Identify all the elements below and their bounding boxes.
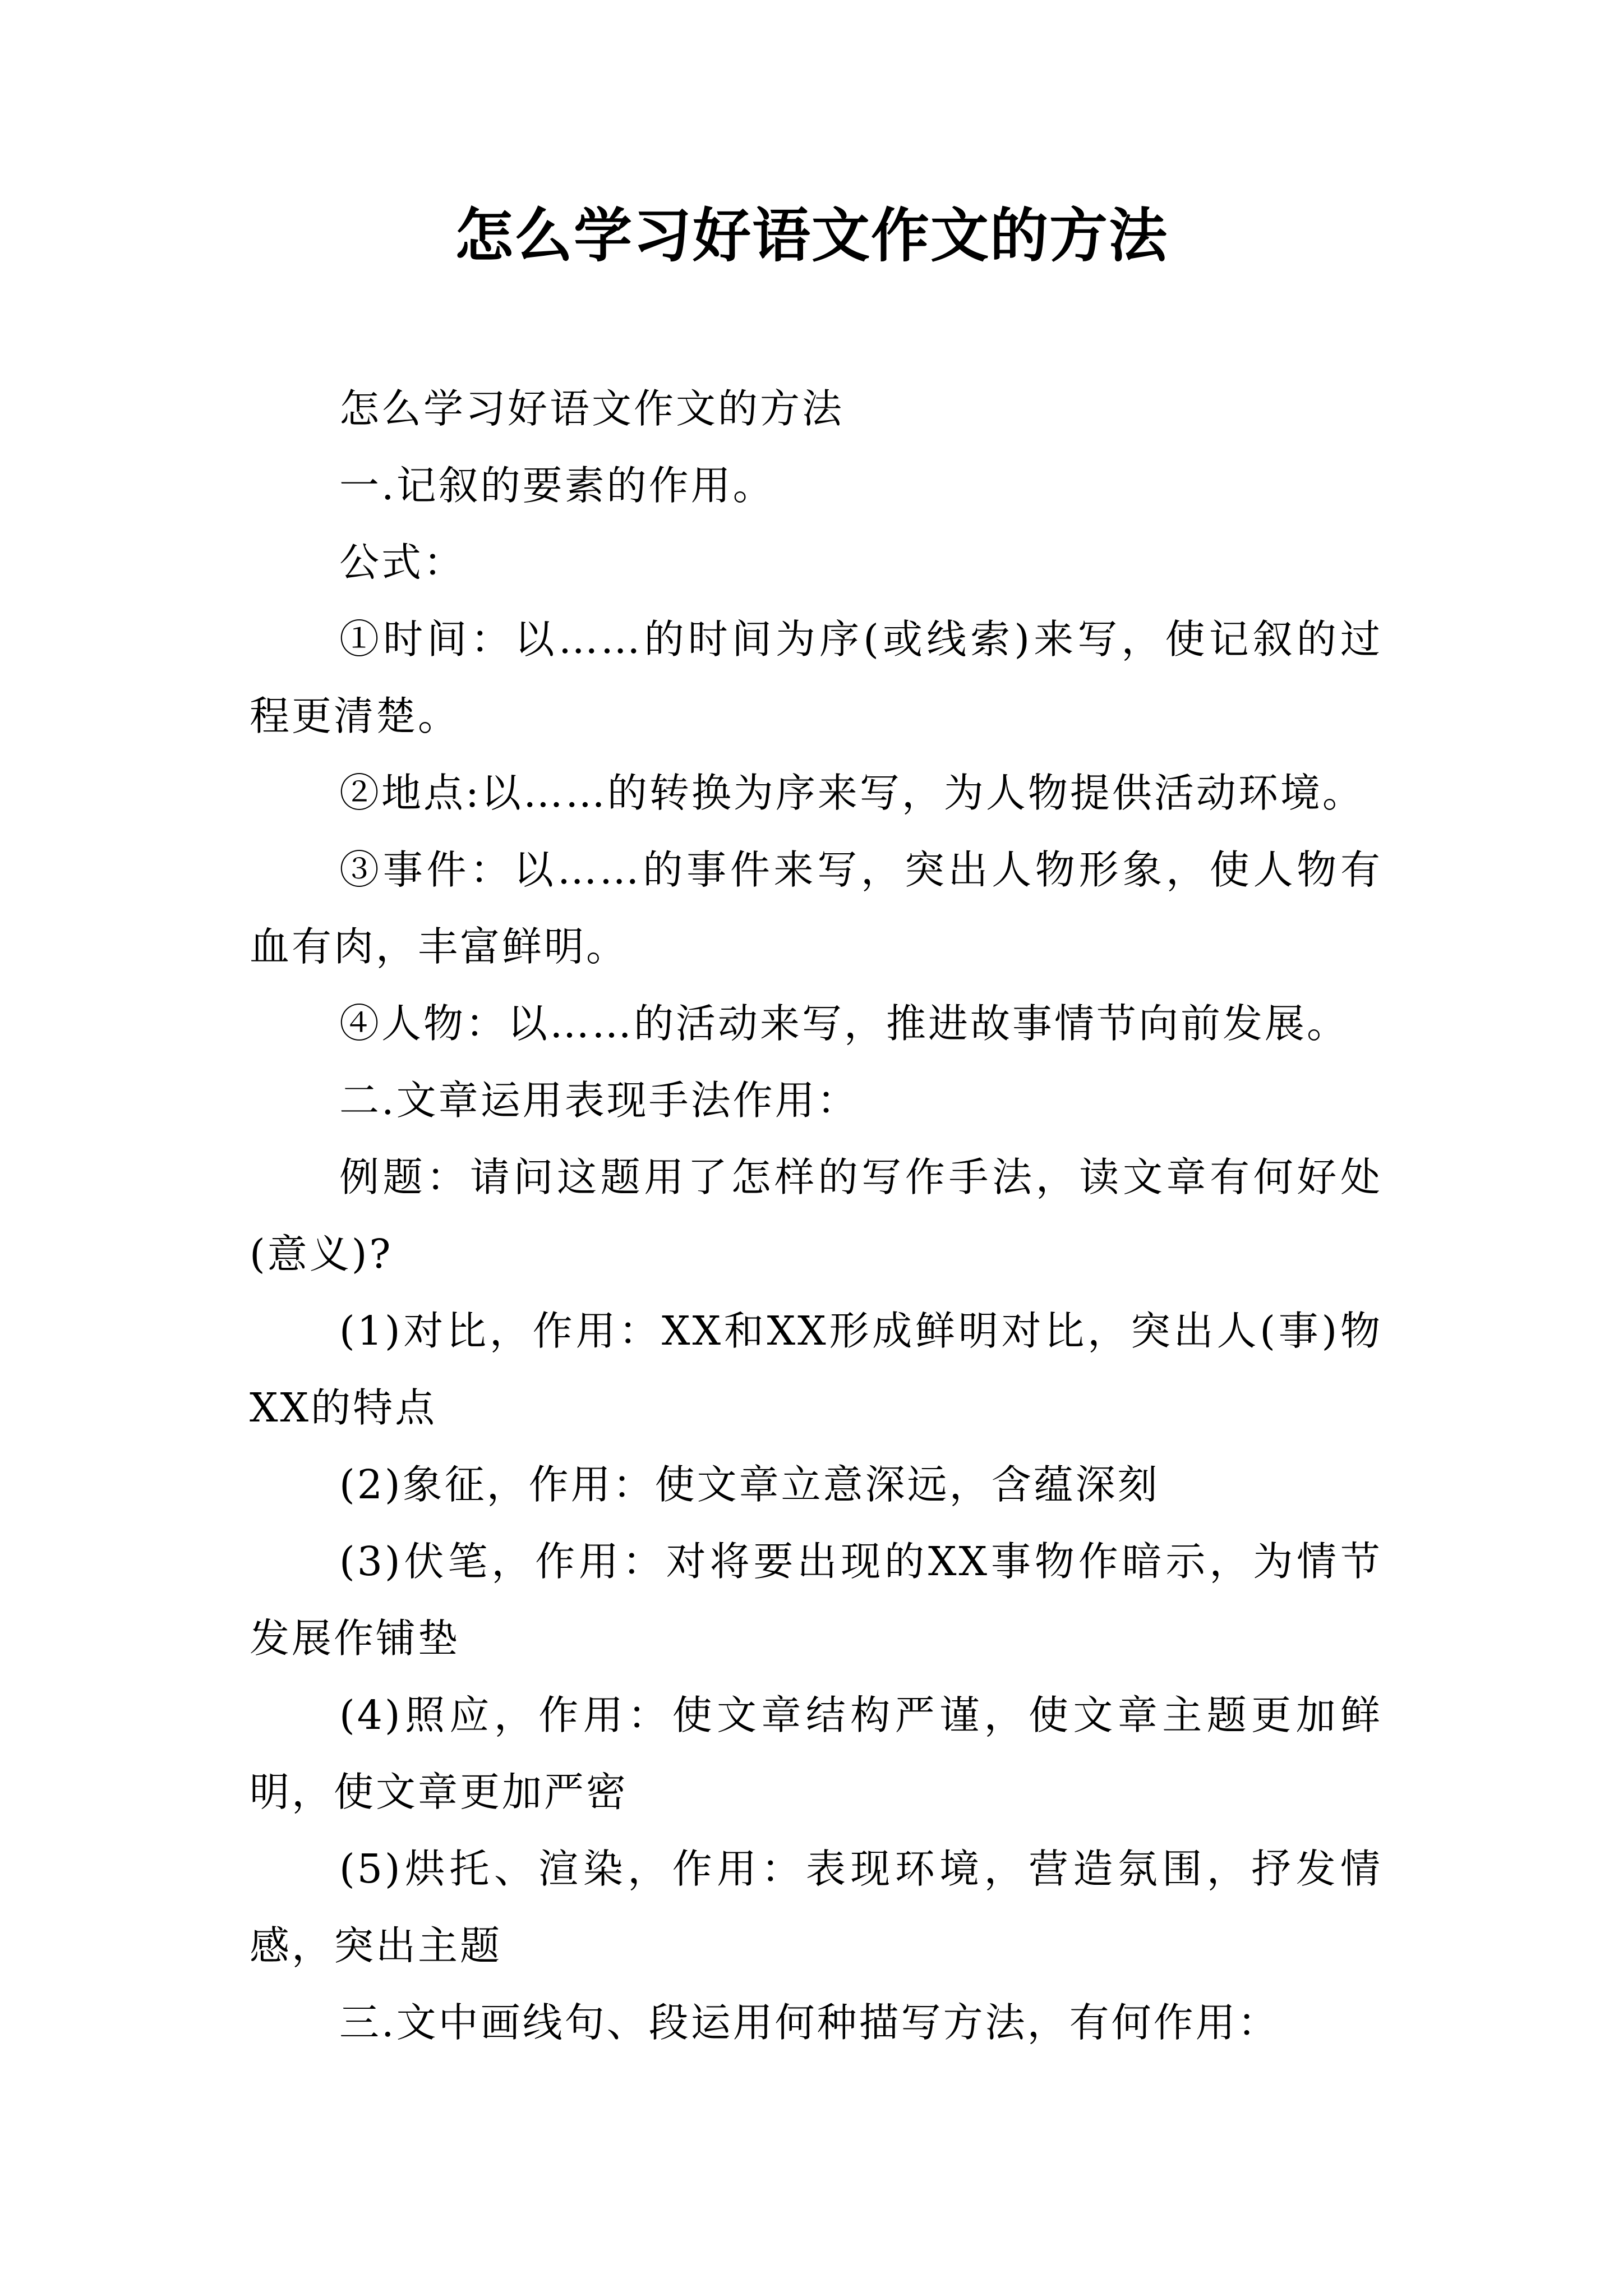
document-title: 怎么学习好语文作文的方法 [454, 201, 1168, 270]
paragraph-contrast: (1)对比，作用：XX和XX形成鲜明对比，突出人(事)物XX的特点 [250, 1308, 1382, 1431]
paragraph-place: ②地点:以……的转换为序来写，为人物提供活动环境。 [339, 770, 1364, 816]
paragraph-section-1-heading: 一.记叙的要素的作用。 [339, 462, 775, 509]
paragraph-event: ③事件：以……的事件来写，突出人物形象，使人物有血有肉，丰富鲜明。 [250, 846, 1382, 970]
document-body [250, 370, 1382, 2061]
paragraph-setting-off: (5)烘托、渲染，作用：表现环境，营造氛围，抒发情感，突出主题 [250, 1846, 1382, 1969]
paragraph-echoing: (4)照应，作用：使文章结构严谨，使文章主题更加鲜明，使文章更加严密 [250, 1692, 1382, 1815]
paragraph-time: ①时间：以……的时间为序(或线索)来写，使记叙的过程更清楚。 [250, 616, 1382, 739]
paragraph-subtitle: 怎么学习好语文作文的方法 [339, 385, 845, 432]
paragraph-formula-label: 公式： [339, 539, 466, 586]
paragraph-foreshadowing: (3)伏笔，作用：对将要出现的XX事物作暗示，为情节发展作铺垫 [250, 1538, 1382, 1662]
paragraph-symbolism: (2)象征，作用：使文章立意深远，含蕴深刻 [339, 1461, 1160, 1508]
paragraph-example-question: 例题：请问这题用了怎样的写作手法，读文章有何好处(意义)? [250, 1154, 1382, 1277]
paragraph-section-3-heading: 三.文中画线句、段运用何种描写方法，有何作用： [339, 1999, 1280, 2046]
paragraph-section-2-heading: 二.文章运用表现手法作用： [339, 1077, 859, 1124]
paragraph-character: ④人物：以……的活动来写，推进故事情节向前发展。 [339, 1000, 1349, 1047]
